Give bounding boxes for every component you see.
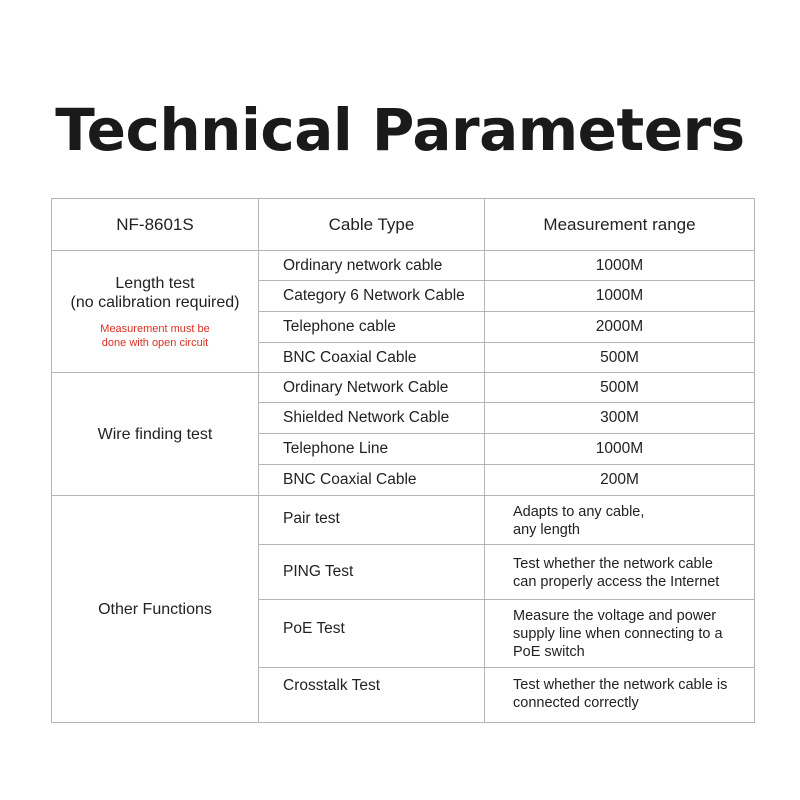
cable-type-cell: Ordinary Network Cable (259, 373, 485, 403)
range-cell: 500M (485, 343, 755, 373)
header-model: NF-8601S (52, 199, 259, 251)
range-cell: 200M (485, 465, 755, 496)
desc-line: PoE switch (513, 644, 585, 660)
range-cell: 1000M (485, 281, 755, 312)
cable-type-cell: BNC Coaxial Cable (259, 465, 485, 496)
desc-line: supply line when connecting to a (513, 626, 723, 642)
group-other-functions: Other Functions (52, 496, 259, 723)
function-desc-cell (485, 545, 755, 600)
page-title: Technical Parameters (55, 96, 745, 164)
function-type-cell: Crosstalk Test (259, 668, 485, 723)
function-type-cell: PING Test (259, 545, 485, 600)
table-header-row (52, 199, 755, 251)
table-row (52, 496, 755, 545)
group-wire-finding: Wire finding test (52, 373, 259, 496)
desc-line: Measure the voltage and power (513, 608, 717, 624)
desc-line: can properly access the Internet (513, 574, 720, 590)
function-type-cell: Pair test (259, 496, 485, 545)
function-type-cell: PoE Test (259, 600, 485, 668)
range-cell: 1000M (485, 434, 755, 465)
note-line: Measurement must be (100, 322, 210, 335)
range-cell: 2000M (485, 312, 755, 343)
range-cell: 300M (485, 403, 755, 434)
cable-type-cell: Ordinary network cable (259, 251, 485, 281)
desc-line: Adapts to any cable, (513, 504, 645, 520)
note-line: done with open circuit (101, 336, 209, 349)
function-desc-cell (485, 668, 755, 723)
function-desc-cell (485, 496, 755, 545)
range-cell: 500M (485, 373, 755, 403)
technical-parameters-table (51, 198, 755, 723)
table-row (52, 373, 755, 403)
header-measurement-range: Measurement range (485, 199, 755, 251)
group-label: Length test (115, 274, 195, 292)
cable-type-cell: Shielded Network Cable (259, 403, 485, 434)
cable-type-cell: Category 6 Network Cable (259, 281, 485, 312)
desc-line: Test whether the network cable (513, 556, 713, 572)
range-cell: 1000M (485, 251, 755, 281)
group-length-test (52, 251, 259, 373)
cable-type-cell: Telephone cable (259, 312, 485, 343)
desc-line: any length (513, 522, 580, 538)
function-desc-cell (485, 600, 755, 668)
table-row (52, 251, 755, 281)
group-label-sub: (no calibration required) (70, 293, 240, 311)
cable-type-cell: BNC Coaxial Cable (259, 343, 485, 373)
open-circuit-note (52, 322, 258, 350)
desc-line: Test whether the network cable is (513, 677, 728, 693)
header-cable-type: Cable Type (259, 199, 485, 251)
desc-line: connected correctly (513, 695, 639, 711)
cable-type-cell: Telephone Line (259, 434, 485, 465)
